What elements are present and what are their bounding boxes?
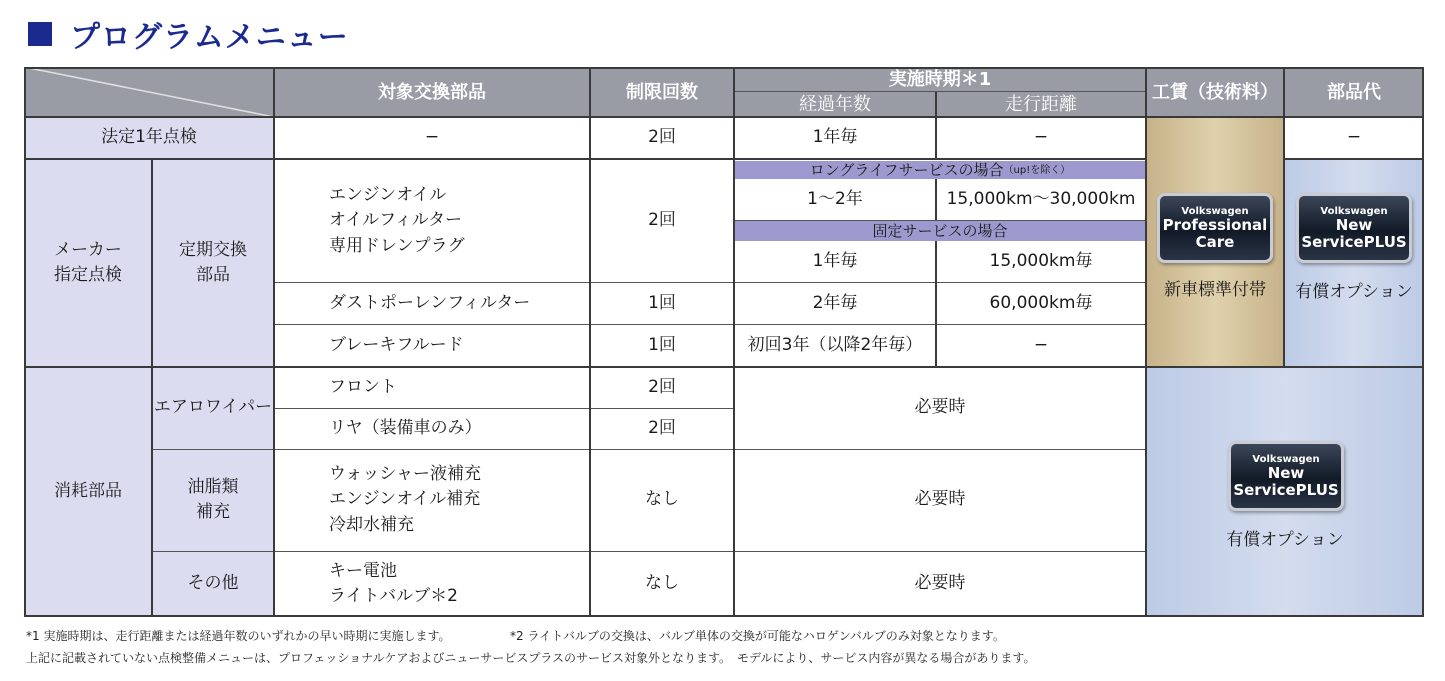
legal-parts: − (424, 127, 440, 148)
header-limit: 制限回数 (590, 67, 734, 117)
oil-limit: 2回 (648, 210, 676, 231)
legal-inspection-label: 法定1年点検 (24, 117, 274, 159)
header-years: 経過年数 (734, 92, 936, 117)
footnote-1: *1 実施時期は、走行距離または経過年数のいずれかの早い時期に実施します。 (26, 629, 451, 643)
fixed-years: 1年毎 (812, 251, 858, 272)
badge-plus-line1-b: Volkswagen (1252, 454, 1320, 465)
diagonal-line-icon (24, 67, 274, 117)
header-parts-cost: 部品代 (1284, 67, 1424, 117)
longlife-label: ロングライフサービスの場合 (809, 160, 1004, 179)
other-parts: キー電池 ライトバルブ＊2 (329, 560, 458, 606)
brake-years: 初回3年（以降2年毎） (747, 335, 923, 356)
longlife-note: （up!を除く） (1003, 164, 1071, 176)
corner-header (24, 67, 274, 117)
footnote-2: *2 ライトバルブの交換は、バルブ単体の交換が可能なハロゲンバルブのみ対象となります。 (510, 629, 1005, 643)
plus-caption-top: 有償オプション (1295, 282, 1413, 302)
dust-parts: ダストポーレンフィルター (329, 293, 531, 314)
consumables-label: 消耗部品 (24, 367, 152, 617)
badge-pro-line1: Volkswagen (1181, 206, 1249, 217)
dust-distance: 60,000km毎 (989, 293, 1093, 314)
page-title (28, 14, 349, 54)
fixed-distance: 15,000km毎 (989, 251, 1093, 272)
legal-limit: 2回 (648, 127, 676, 148)
longlife-header (734, 161, 1146, 179)
title-text: プログラムメニュー (70, 20, 349, 55)
maker-inspection-label: メーカー 指定点検 (24, 159, 152, 367)
longlife-years: 1〜2年 (807, 188, 863, 209)
other-label: その他 (152, 551, 274, 617)
longlife-distance: 15,000km〜30,000km (946, 188, 1136, 209)
fixed-label: 固定サービスの場合 (734, 221, 1146, 241)
legal-parts-cost: − (1346, 127, 1362, 148)
new-serviceplus-badge-top (1296, 193, 1412, 263)
plus-panel-top (1284, 159, 1424, 367)
oils-parts: ウォッシャー液補充 エンジンオイル補充 冷却水補充 (329, 463, 481, 535)
badge-plus-line2: New (1335, 216, 1373, 234)
wiper-rear-limit: 2回 (648, 417, 676, 438)
legal-years: 1年毎 (812, 127, 858, 148)
wiper-label: エアロワイパー (152, 367, 274, 449)
badge-plus-line3-b: ServicePLUS (1233, 480, 1339, 499)
title-square-icon (28, 22, 52, 46)
brake-limit: 1回 (648, 335, 676, 356)
oils-label: 油脂類 補充 (152, 449, 274, 551)
brake-parts: ブレーキフルード (329, 335, 464, 356)
badge-plus-line2-b: New (1267, 464, 1305, 482)
periodic-parts-label: 定期交換 部品 (152, 159, 274, 367)
wiper-front: フロント (329, 376, 397, 397)
header-timing: 実施時期＊1 (734, 67, 1146, 92)
other-limit: なし (645, 573, 679, 594)
badge-pro-line3: Care (1195, 232, 1235, 251)
header-distance: 走行距離 (936, 92, 1146, 117)
wiper-timing: 必要時 (914, 397, 966, 418)
professional-care-badge (1157, 193, 1273, 263)
pro-care-caption: 新車標準付帯 (1164, 280, 1266, 300)
plus-caption-bottom: 有償オプション (1226, 530, 1344, 550)
other-timing: 必要時 (914, 573, 966, 594)
footnote-3: 上記に記載されていない点検整備メニューは、プロフェッショナルケアおよびニューサービスプラスのサービス対象外となります。 モデルにより、サービス内容が異なる場合があります。 (26, 651, 1036, 665)
dust-years: 2年毎 (812, 293, 858, 314)
wiper-front-limit: 2回 (648, 376, 676, 397)
wiper-rear: リヤ（装備車のみ） (329, 417, 482, 438)
badge-pro-line2: Professional (1162, 216, 1268, 234)
badge-plus-line1: Volkswagen (1320, 206, 1388, 217)
oils-timing: 必要時 (914, 489, 966, 510)
badge-plus-line3: ServicePLUS (1301, 232, 1407, 251)
oil-parts: エンジンオイル オイルフィルター 専用ドレンプラグ (329, 184, 465, 256)
program-menu-table (24, 67, 1424, 617)
legal-distance: − (1033, 127, 1049, 148)
header-parts: 対象交換部品 (274, 67, 590, 117)
new-serviceplus-badge-bottom (1228, 441, 1344, 511)
header-labor: 工賃（技術料） (1146, 67, 1284, 117)
dust-limit: 1回 (648, 293, 676, 314)
brake-distance: − (1033, 335, 1049, 356)
oils-limit: なし (645, 489, 679, 510)
